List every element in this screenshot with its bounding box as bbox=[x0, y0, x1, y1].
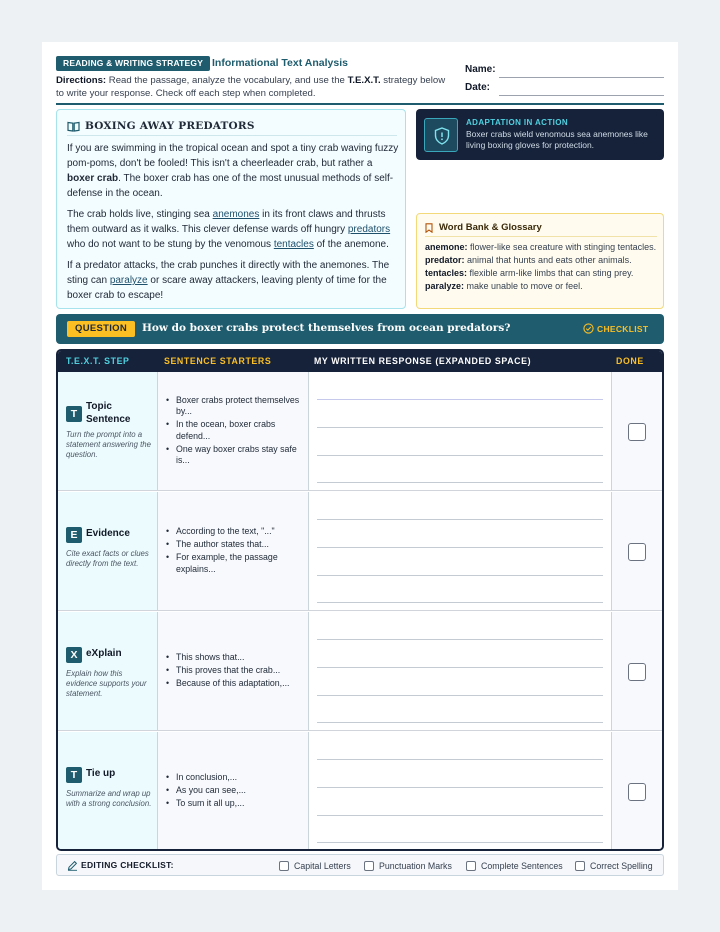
date-field[interactable] bbox=[465, 82, 664, 96]
response-writing-area[interactable] bbox=[309, 612, 612, 730]
checkbox-label: Complete Sentences bbox=[481, 861, 563, 871]
editing-checklist-label: EDITING CHECKLIST: bbox=[81, 860, 174, 870]
header-starters: SENTENCE STARTERS bbox=[164, 356, 272, 366]
checkbox[interactable] bbox=[279, 861, 289, 871]
step-description: Explain how this evidence supports your statement. bbox=[66, 669, 147, 698]
step-name: eXplain bbox=[86, 648, 122, 659]
glossary-definition: animal that hunts and eats other animals. bbox=[464, 255, 632, 265]
open-book-icon bbox=[67, 121, 80, 132]
starter-item: • According to the text, "..." bbox=[164, 526, 306, 537]
passage-text: If a predator attacks, the crab punches it directly with the anemones. The sting can bbox=[67, 260, 390, 286]
worksheet-header bbox=[56, 56, 664, 104]
writing-line bbox=[317, 547, 603, 548]
starters-list bbox=[164, 395, 306, 468]
starters-list bbox=[164, 526, 306, 577]
glossary-entry bbox=[425, 281, 659, 292]
passage-text: . The boxer crab has one of the most unusual methods of self-defense in the ocean. bbox=[67, 173, 394, 199]
starters-cell bbox=[158, 492, 309, 610]
glossary-entry bbox=[425, 268, 659, 279]
glossary-definition: make unable to move or feel. bbox=[464, 281, 583, 291]
starter-item: • In the ocean, boxer crabs defend... bbox=[164, 419, 306, 441]
word-bank-title-text: Word Bank & Glossary bbox=[439, 222, 542, 233]
writing-line bbox=[317, 787, 603, 788]
starters-cell bbox=[158, 612, 309, 730]
shield-icon-box bbox=[424, 118, 458, 152]
table-row-topic bbox=[58, 372, 662, 491]
starter-item: • In conclusion,... bbox=[164, 772, 306, 783]
glossary-entry bbox=[425, 255, 659, 266]
starter-item: • Boxer crabs protect themselves by... bbox=[164, 395, 306, 417]
passage-text: of the anemone. bbox=[313, 239, 389, 250]
name-field[interactable] bbox=[465, 64, 664, 78]
step-name: Tie up bbox=[86, 768, 116, 779]
step-description: Turn the prompt into a statement answering the question. bbox=[66, 430, 151, 459]
passage-text: If you are swimming in the tropical ocean and spot a tiny crab waving fuzzy pom-poms, don't be fooled! This isn't a cheerleader crab, but rather a bbox=[67, 143, 399, 169]
word-bank-title bbox=[425, 221, 657, 237]
done-cell bbox=[612, 732, 662, 851]
starter-item: • To sum it all up,... bbox=[164, 798, 306, 809]
step-cell bbox=[58, 372, 158, 490]
starters-cell bbox=[158, 732, 309, 851]
adaptation-title: ADAPTATION IN ACTION bbox=[466, 118, 569, 127]
strategy-badge: READING & WRITING STRATEGY bbox=[56, 56, 210, 71]
pencil-icon bbox=[67, 860, 78, 871]
passage-title-text: BOXING AWAY PREDATORS bbox=[85, 120, 255, 132]
vocab-word-predators: predators bbox=[347, 224, 391, 235]
step-description: Summarize and wrap up with a strong conclusion. bbox=[66, 789, 152, 808]
date-line[interactable] bbox=[499, 95, 664, 96]
shield-alert-icon bbox=[434, 127, 450, 145]
date-label: Date: bbox=[465, 82, 491, 93]
starters-cell bbox=[158, 372, 309, 490]
checkbox-label: Punctuation Marks bbox=[379, 861, 452, 871]
passage-text: who do not want to be stung by the venomous bbox=[67, 239, 274, 250]
question-text: How do boxer crabs protect themselves from ocean predators? bbox=[142, 322, 511, 334]
writing-line bbox=[317, 602, 603, 603]
starter-item: • One way boxer crabs stay safe is... bbox=[164, 444, 306, 466]
check-capital-letters[interactable] bbox=[279, 860, 359, 872]
starters-list bbox=[164, 772, 306, 812]
header-response: MY WRITTEN RESPONSE (EXPANDED SPACE) bbox=[314, 356, 532, 366]
adaptation-card bbox=[416, 109, 664, 160]
editing-checklist-bar bbox=[56, 854, 664, 876]
done-checkbox-explain[interactable] bbox=[628, 663, 646, 681]
check-correct-spelling[interactable] bbox=[575, 860, 660, 872]
starter-item: • The author states that... bbox=[164, 539, 306, 550]
passage-paragraph-1 bbox=[67, 141, 400, 201]
name-label: Name: bbox=[465, 64, 496, 75]
writing-line bbox=[317, 842, 603, 843]
step-letter-badge: X bbox=[66, 647, 82, 663]
done-checkbox-evidence[interactable] bbox=[628, 543, 646, 561]
response-writing-area[interactable] bbox=[309, 372, 612, 490]
glossary-term: predator: bbox=[425, 255, 465, 265]
step-description: Cite exact facts or clues directly from the text. bbox=[66, 549, 149, 568]
done-cell bbox=[612, 612, 662, 730]
step-letter-badge: E bbox=[66, 527, 82, 543]
table-row-tie-up bbox=[58, 732, 662, 851]
checklist-label: CHECKLIST bbox=[597, 324, 649, 334]
step-letter-badge: T bbox=[66, 767, 82, 783]
table-row-explain bbox=[58, 612, 662, 731]
response-writing-area[interactable] bbox=[309, 732, 612, 851]
reading-passage bbox=[56, 109, 406, 309]
passage-text: or scare away attackers, leaving plenty of time for the boxer crab to escape! bbox=[67, 275, 387, 301]
starter-item: • This shows that... bbox=[164, 652, 306, 663]
writing-line bbox=[317, 519, 603, 520]
step-cell bbox=[58, 612, 158, 730]
check-punctuation-marks[interactable] bbox=[364, 860, 459, 872]
writing-line bbox=[317, 399, 603, 400]
writing-line bbox=[317, 722, 603, 723]
step-cell bbox=[58, 492, 158, 610]
writing-line bbox=[317, 482, 603, 483]
writing-line bbox=[317, 815, 603, 816]
vocab-word-paralyze: paralyze bbox=[109, 275, 148, 286]
directions-label: Directions: bbox=[56, 75, 107, 86]
header-divider bbox=[56, 103, 664, 105]
passage-bold-term: boxer crab bbox=[67, 173, 119, 184]
step-name: Topic Sentence bbox=[86, 401, 131, 425]
passage-paragraph-2 bbox=[67, 207, 400, 252]
worksheet-subtitle: Informational Text Analysis bbox=[212, 57, 348, 69]
passage-text: The crab holds live, stinging sea bbox=[67, 209, 213, 220]
writing-line bbox=[317, 695, 603, 696]
question-bar bbox=[56, 314, 664, 344]
glossary-definition: flexible arm-like limbs that can sting prey. bbox=[467, 268, 634, 278]
checkbox[interactable] bbox=[575, 861, 585, 871]
table-header bbox=[58, 351, 662, 372]
check-complete-sentences[interactable] bbox=[466, 860, 568, 872]
passage-body bbox=[67, 141, 400, 309]
starter-item: • As you can see,... bbox=[164, 785, 306, 796]
directions-part-2: strategy below to write your response. Check off each step when completed. bbox=[56, 75, 446, 99]
writing-line bbox=[317, 455, 603, 456]
checkbox-label: Capital Letters bbox=[294, 861, 351, 871]
glossary-term: anemone: bbox=[425, 242, 468, 252]
done-checkbox-tie-up[interactable] bbox=[628, 783, 646, 801]
passage-title bbox=[67, 120, 397, 136]
writing-line bbox=[317, 759, 603, 760]
glossary-entry bbox=[425, 242, 659, 253]
starters-list bbox=[164, 652, 306, 692]
passage-paragraph-3 bbox=[67, 258, 400, 303]
worksheet-page bbox=[42, 42, 678, 890]
word-bank bbox=[416, 213, 664, 309]
directions-strategy: T.E.X.T. bbox=[347, 75, 381, 86]
done-cell bbox=[612, 492, 662, 610]
response-writing-area[interactable] bbox=[309, 492, 612, 610]
step-cell bbox=[58, 732, 158, 851]
bookmark-icon bbox=[425, 223, 433, 233]
glossary-term: tentacles: bbox=[425, 268, 468, 278]
directions-part-1: Read the passage, analyze the vocabulary, and use the bbox=[106, 75, 348, 86]
glossary-definition: flower-like sea creature with stinging tentacles. bbox=[467, 242, 657, 252]
check-circle-icon bbox=[583, 323, 594, 334]
directions-text bbox=[56, 74, 446, 100]
passage-text: in its front claws and thrusts them outward as it walks. This clever defense wards off hungry bbox=[67, 209, 386, 235]
text-strategy-table bbox=[56, 349, 664, 851]
glossary-term: paralyze: bbox=[425, 281, 465, 291]
adaptation-text: Boxer crabs wield venomous sea anemones like living boxing gloves for protection. bbox=[466, 129, 648, 150]
table-row-evidence bbox=[58, 492, 662, 611]
step-name: Evidence bbox=[86, 528, 130, 539]
header-done: DONE bbox=[616, 356, 644, 366]
writing-line bbox=[317, 575, 603, 576]
done-checkbox-topic[interactable] bbox=[628, 423, 646, 441]
starter-item: • This proves that the crab... bbox=[164, 665, 306, 676]
word-bank-list bbox=[425, 242, 659, 294]
writing-line bbox=[317, 427, 603, 428]
done-cell bbox=[612, 372, 662, 490]
name-line[interactable] bbox=[499, 77, 664, 78]
writing-line bbox=[317, 667, 603, 668]
starter-item: • Because of this adaptation,... bbox=[164, 678, 306, 689]
step-letter-badge: T bbox=[66, 406, 82, 422]
question-badge: QUESTION bbox=[67, 321, 135, 337]
checkbox[interactable] bbox=[466, 861, 476, 871]
checkbox-label: Correct Spelling bbox=[590, 861, 653, 871]
starter-item: • For example, the passage explains... bbox=[164, 552, 306, 574]
writing-line bbox=[317, 639, 603, 640]
vocab-word-anemones: anemones bbox=[212, 209, 260, 220]
checklist-tag bbox=[583, 323, 653, 335]
vocab-word-tentacles: tentacles bbox=[273, 239, 314, 250]
checkbox[interactable] bbox=[364, 861, 374, 871]
header-step: T.E.X.T. STEP bbox=[66, 356, 130, 366]
